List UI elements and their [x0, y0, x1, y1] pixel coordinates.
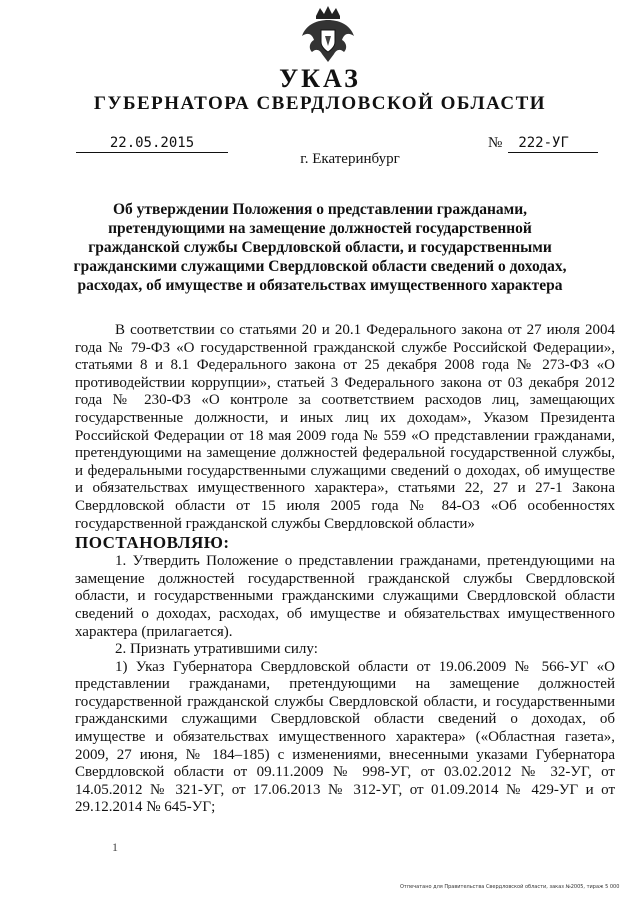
document-body [75, 322, 615, 817]
coat-of-arms-icon [300, 6, 356, 64]
number-sign: № [488, 135, 503, 151]
item-2-1-paragraph: 1) Указ Губернатора Свердловской области от 19.06.2009 № 566-УГ «О представлении гражданами, претендующими на замещение должностей государственной гражданской службы Свердловской области, и государственными гражданскими служащими Свердловской области сведений о доходах, об имуществе и обязательствах имущественного характера» («Областная газета», 2009, 27 июня, № 184–185) с изменениями, внесенными указами Губернатора Свердловской области от 09.11.2009 № 998-УГ, от 03.02.2012 № 32-УГ, от 14.05.2012 № 321-УГ, от 17.06.2013 № 312-УГ, от 01.09.2014 № 429-УГ и от 29.12.2014 № 645-УГ; [75, 658, 615, 816]
decree-date: 22.05.2015 [76, 134, 228, 153]
print-footer: Отпечатано для Правительства Свердловской области, заказ №2005, тираж 5 000 [400, 884, 620, 890]
page-number: 1 [112, 840, 118, 854]
preamble-paragraph: В соответствии со статьями 20 и 20.1 Федерального закона от 27 июля 2004 года № 79-ФЗ «О государственной гражданской службе Российской Федерации», статьями 8 и 8.1 Федерального закона от 25 декабря 2008 года № 273-ФЗ «О противодействии коррупции», статьей 3 Федерального закона от 03 декабря 2012 года № 230-ФЗ «О контроле за соответствием расходов лиц, замещающих государственные должности, и иных лиц их доходам», Указом Президента Российской Федерации от 18 мая 2009 года № 559 «О представлении гражданами, претендующими на замещение должностей федеральной государственной службы, и федеральными государственными служащими сведений о доходах, об имуществе и обязательствах имущественного характера», статьями 22, 27 и 27-1 Закона Свердловской области от 15 июля 2005 года № 84-ОЗ «Об особенностях государственной гражданской службы Свердловской области» [75, 322, 615, 532]
issuer-title: ГУБЕРНАТОРА СВЕРДЛОВСКОЙ ОБЛАСТИ [93, 93, 547, 114]
item-1-paragraph: 1. Утвердить Положение о представлении гражданами, претендующими на замещение должностей государственной гражданской службы Свердловской области, и государственными гражданскими служащими Свердловской области сведений о доходах, расходах, об имуществе и обязательствах имущественного характера (прилагается). [75, 553, 615, 640]
document-heading: Об утверждении Положения о представлении гражданами, претендующими на замещение должностей государственной гражданской службы Свердловской области, и государственными гражданскими служащими Свердловской области сведений о доходах, расходах, об имуществе и обязательствах имущественного характера [73, 201, 567, 294]
decree-word: ПОСТАНОВЛЯЮ: [75, 533, 230, 553]
city: г. Екатеринбург [300, 151, 400, 167]
item-2-paragraph: 2. Признать утратившими силу: [115, 641, 318, 658]
decree-number: 222-УГ [508, 134, 598, 153]
document-type-title: УКАЗ [279, 64, 361, 93]
